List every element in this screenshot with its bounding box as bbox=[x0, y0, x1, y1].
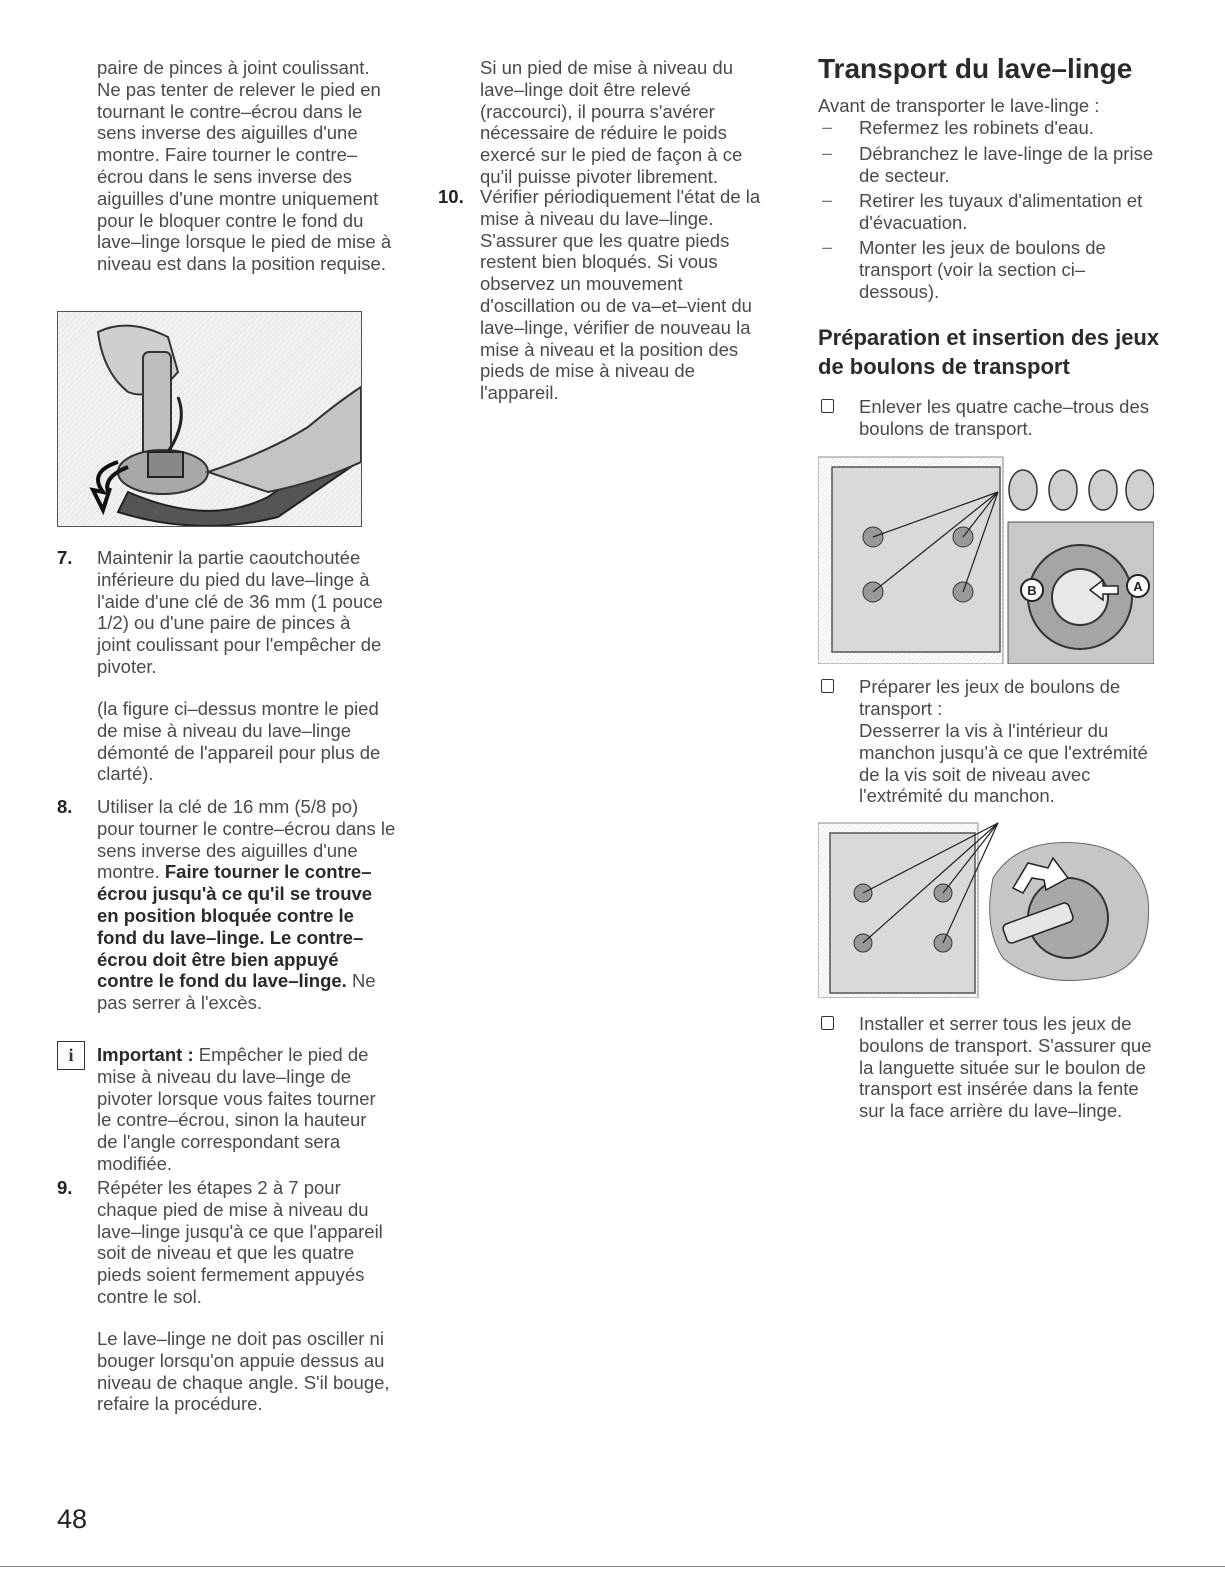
section-title: Transport du lave–linge bbox=[818, 53, 1133, 84]
box-item-3: Installer et serrer tous les jeux de boulons de transport. S'assurer que la languette située sur le boulon de transport est insérée dans la fente sur la face arrière du lave–linge. bbox=[859, 1013, 1152, 1122]
step-8-text bbox=[97, 796, 397, 1014]
step-8-number: 8. bbox=[57, 796, 73, 817]
dash-bullet: – bbox=[822, 117, 833, 137]
step-9-text: Répéter les étapes 2 à 7 pour chaque pied de mise à niveau du lave–linge jusqu'à ce que l'appareil soit de niveau et que les quatre pieds soient fermement appuyés contre le sol. bbox=[97, 1177, 383, 1307]
step-7-number: 7. bbox=[57, 547, 73, 568]
transport-bolt-figure bbox=[818, 818, 1154, 998]
step-7-text: Maintenir la partie caoutchoutée inférieure du pied du lave–linge à l'aide d'une clé de 36 mm (1 pouce 1/2) ou d'une paire de pinces à joint coulissant pour l'empêcher de pivoter. bbox=[97, 547, 383, 677]
step-10-number: 10. bbox=[438, 186, 464, 207]
step-7-note: (la figure ci–dessus montre le pied de mise à niveau du lave–linge démonté de l'appareil pour plus de clarté). bbox=[97, 698, 381, 785]
step-9-number: 9. bbox=[57, 1177, 73, 1198]
box-item-2-detail: Desserrer la vis à l'intérieur du manchon jusqu'à ce que l'extrémité de la vis soit de niveau avec l'extrémité du manchon. bbox=[859, 720, 1148, 807]
page-bottom-rule bbox=[0, 1566, 1225, 1567]
info-icon: i bbox=[57, 1041, 85, 1070]
step-8-lead: Utiliser la clé de 16 mm (5/8 po) pour tourner le contre–écrou dans le sens inverse des aiguilles d'une montre. bbox=[97, 796, 396, 883]
dash-item-2: Débranchez le lave-linge de la prise de secteur. bbox=[859, 143, 1154, 186]
page-number: 48 bbox=[57, 1504, 88, 1534]
box-item-2: Préparer les jeux de boulons de transport : bbox=[859, 676, 1121, 719]
col1-intro: paire de pinces à joint coulissant. Ne pas tenter de relever le pied en tournant le contre–écrou dans le sens inverse des aiguilles d'une montre. Faire tourner le contre–écrou dans le sens inverse des aiguilles d'une montre uniquement pour le bloquer contre le fond du lave–linge lorsque le pied de mise à niveau est dans la position requise. bbox=[97, 57, 392, 275]
transport-intro: Avant de transporter le lave-linge : bbox=[818, 95, 1100, 116]
checkbox-icon bbox=[821, 399, 834, 413]
wrench-figure bbox=[57, 311, 362, 527]
important-text: Empêcher le pied de mise à niveau du lave–linge de pivoter lorsque vous faites tourner le contre–écrou, sinon la hauteur de l'angle correspondant sera modifiée. bbox=[97, 1044, 376, 1174]
subsection-title: Préparation et insertion des jeux de boulons de transport bbox=[818, 325, 1160, 379]
checkbox-icon bbox=[821, 1016, 834, 1030]
col2-intro: Si un pied de mise à niveau du lave–linge doit être relevé (raccourci), il pourra s'avérer nécessaire de réduire le poids exercé sur le pied de façon à ce qu'il puisse pivoter librement. bbox=[480, 57, 743, 187]
step-8-emphasis: Faire tourner le contre–écrou jusqu'à ce qu'il se trouve en position bloquée contre le fond du lave–linge. Le contre–écrou doit être bien appuyé contre le fond du lave–linge. bbox=[97, 861, 373, 992]
dash-item-1: Refermez les robinets d'eau. bbox=[859, 117, 1094, 138]
dash-item-4: Monter les jeux de boulons de transport (voir la section ci–dessous). bbox=[859, 237, 1106, 302]
important-label: Important : bbox=[97, 1044, 194, 1065]
dash-bullet: – bbox=[822, 143, 833, 163]
step-9-note: Le lave–linge ne doit pas osciller ni bouger lorsqu'on appuie dessus au niveau de chaque angle. S'il bouge, refaire la procédure. bbox=[97, 1328, 390, 1415]
dash-item-3: Retirer les tuyaux d'alimentation et d'évacuation. bbox=[859, 190, 1143, 233]
dash-bullet: – bbox=[822, 190, 833, 210]
dash-bullet: – bbox=[822, 237, 833, 257]
box-item-1: Enlever les quatre cache–trous des boulons de transport. bbox=[859, 396, 1150, 439]
fig-label-b: B bbox=[1027, 583, 1037, 598]
step-8-tail: Ne pas serrer à l'excès. bbox=[97, 970, 376, 1014]
step-10-text: Vérifier périodiquement l'état de la mise à niveau du lave–linge. S'assurer que les quatre pieds restent bien bloqués. Si vous observez un mouvement d'oscillation ou de va–et–vient du lave–linge, vérifier de nouveau la mise à niveau et la position des pieds de mise à niveau de l'appareil. bbox=[480, 186, 761, 404]
washer-rear-figure bbox=[818, 452, 1154, 664]
fig-label-a: A bbox=[1133, 579, 1143, 594]
important-note bbox=[97, 1044, 389, 1175]
checkbox-icon bbox=[821, 679, 834, 693]
